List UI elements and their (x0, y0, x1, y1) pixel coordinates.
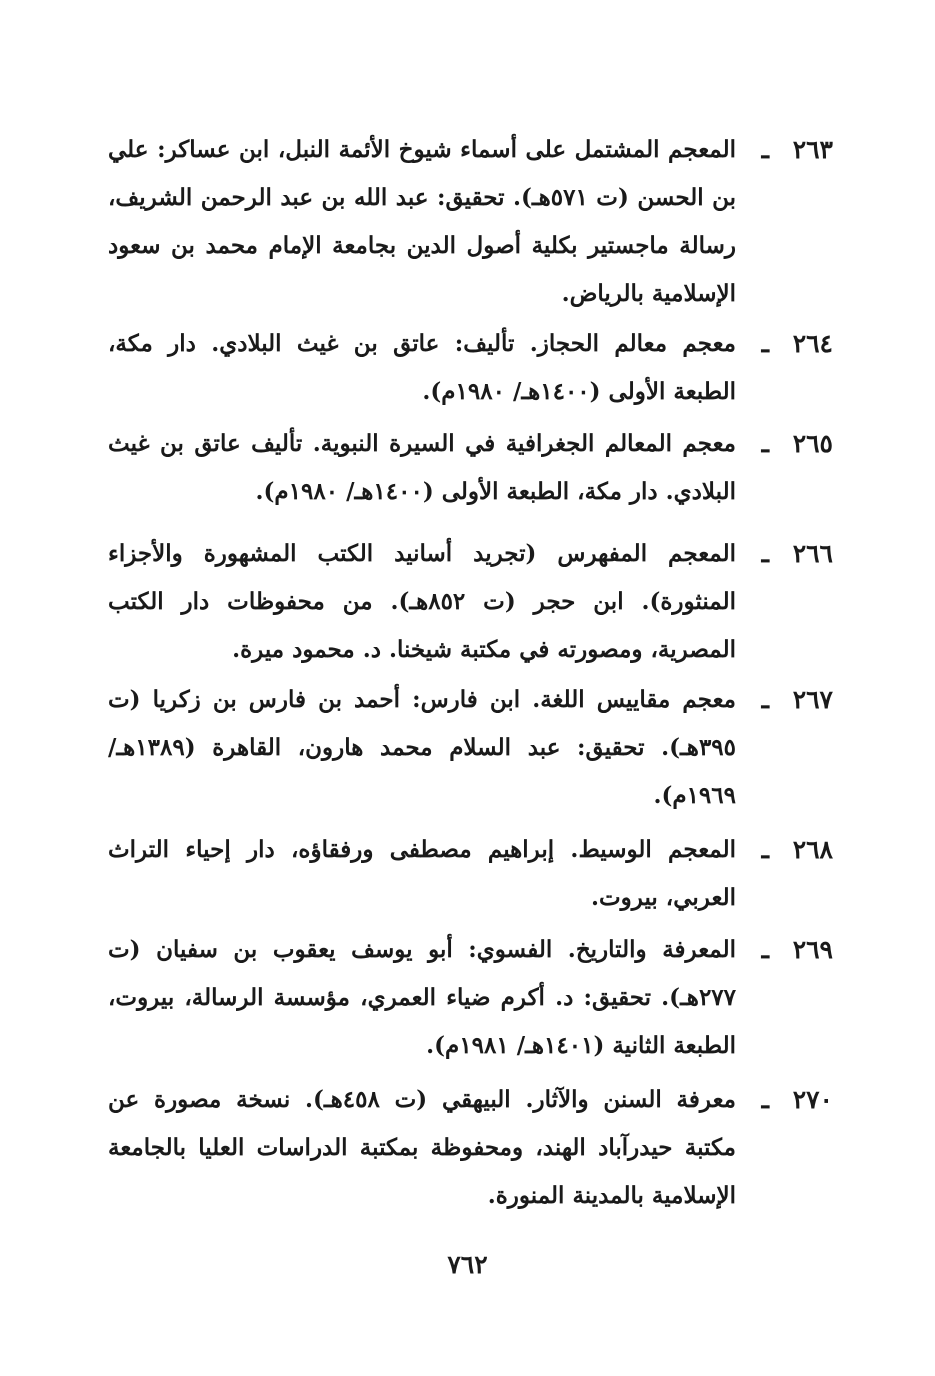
entry-dash: ـ (761, 835, 769, 864)
bibliography-entry-266 (108, 530, 833, 676)
entry-text: المعجم المفهرس (تجريد أسانيد الكتب المشهورة والأجزاء المنثورة). ابن حجر (ت ٨٥٢هـ). من محفوظات دار الكتب المصرية، ومصورته في مكتبة شيخنا. د. محمود ميرة. (108, 540, 736, 663)
entry-text: المعجم المشتمل على أسماء شيوخ الأئمة النبل، ابن عساكر: علي بن الحسن (ت ٥٧١هـ). تحقيق: عبد الله بن عبد الرحمن الشريف، رسالة ماجستير بكلية أصول الدين بجامعة الإمام محمد بن سعود الإسلامية بالرياض. (108, 136, 736, 307)
entry-dash: ـ (761, 429, 769, 458)
entry-dash: ـ (761, 935, 769, 964)
entry-text: المعجم الوسيط. إبراهيم مصطفى ورفقاؤه، دار إحياء التراث العربي، بيروت. (108, 836, 736, 911)
bibliography-entry-268 (108, 826, 833, 926)
page-number: ٧٦٢ (447, 1250, 488, 1279)
entry-number: ٢٦٣ (792, 135, 833, 164)
bibliography-entry-267 (108, 676, 833, 826)
entry-number: ٢٦٨ (792, 835, 833, 864)
entry-dash: ـ (761, 1085, 769, 1114)
entry-text: المعرفة والتاريخ. الفسوي: أبو يوسف يعقوب بن سفيان (ت ٢٧٧هـ). تحقيق: د. أكرم ضياء العمري، مؤسسة الرسالة، بيروت، الطبعة الثانية (١٤٠١هـ/ ١٩٨١م). (108, 936, 736, 1059)
bibliography-list (108, 126, 833, 1222)
entry-number: ٢٦٤ (792, 329, 833, 358)
entry-dash: ـ (761, 685, 769, 714)
entry-number: ٢٦٧ (792, 685, 833, 714)
entry-text: معجم مقاييس اللغة. ابن فارس: أحمد بن فارس بن زكريا (ت ٣٩٥هـ). تحقيق: عبد السلام محمد هارون، القاهرة (١٣٨٩هـ/ ١٩٦٩م). (108, 686, 736, 809)
bibliography-entry-264 (108, 320, 833, 420)
entry-number: ٢٦٥ (792, 429, 833, 458)
entry-dash: ـ (761, 539, 769, 568)
entry-number: ٢٧٠ (792, 1085, 833, 1114)
entry-number: ٢٦٩ (792, 935, 833, 964)
bibliography-entry-270 (108, 1076, 833, 1222)
entry-dash: ـ (761, 329, 769, 358)
bibliography-entry-269 (108, 926, 833, 1076)
entry-text: معرفة السنن والآثار. البيهقي (ت ٤٥٨هـ). نسخة مصورة عن مكتبة حيدرآباد الهند، ومحفوظة بمكتبة الدراسات العليا بالجامعة الإسلامية بالمدينة المنورة. (108, 1086, 736, 1209)
entry-dash: ـ (761, 135, 769, 164)
entry-text: معجم المعالم الجغرافية في السيرة النبوية. تأليف عاتق بن غيث البلادي. دار مكة، الطبعة الأولى (١٤٠٠هـ/ ١٩٨٠م). (108, 430, 736, 505)
entry-number: ٢٦٦ (792, 539, 833, 568)
entry-text: معجم معالم الحجاز. تأليف: عاتق بن غيث البلادي. دار مكة، الطبعة الأولى (١٤٠٠هـ/ ١٩٨٠م). (108, 330, 736, 405)
bibliography-entry-263 (108, 126, 833, 320)
bibliography-entry-265 (108, 420, 833, 530)
